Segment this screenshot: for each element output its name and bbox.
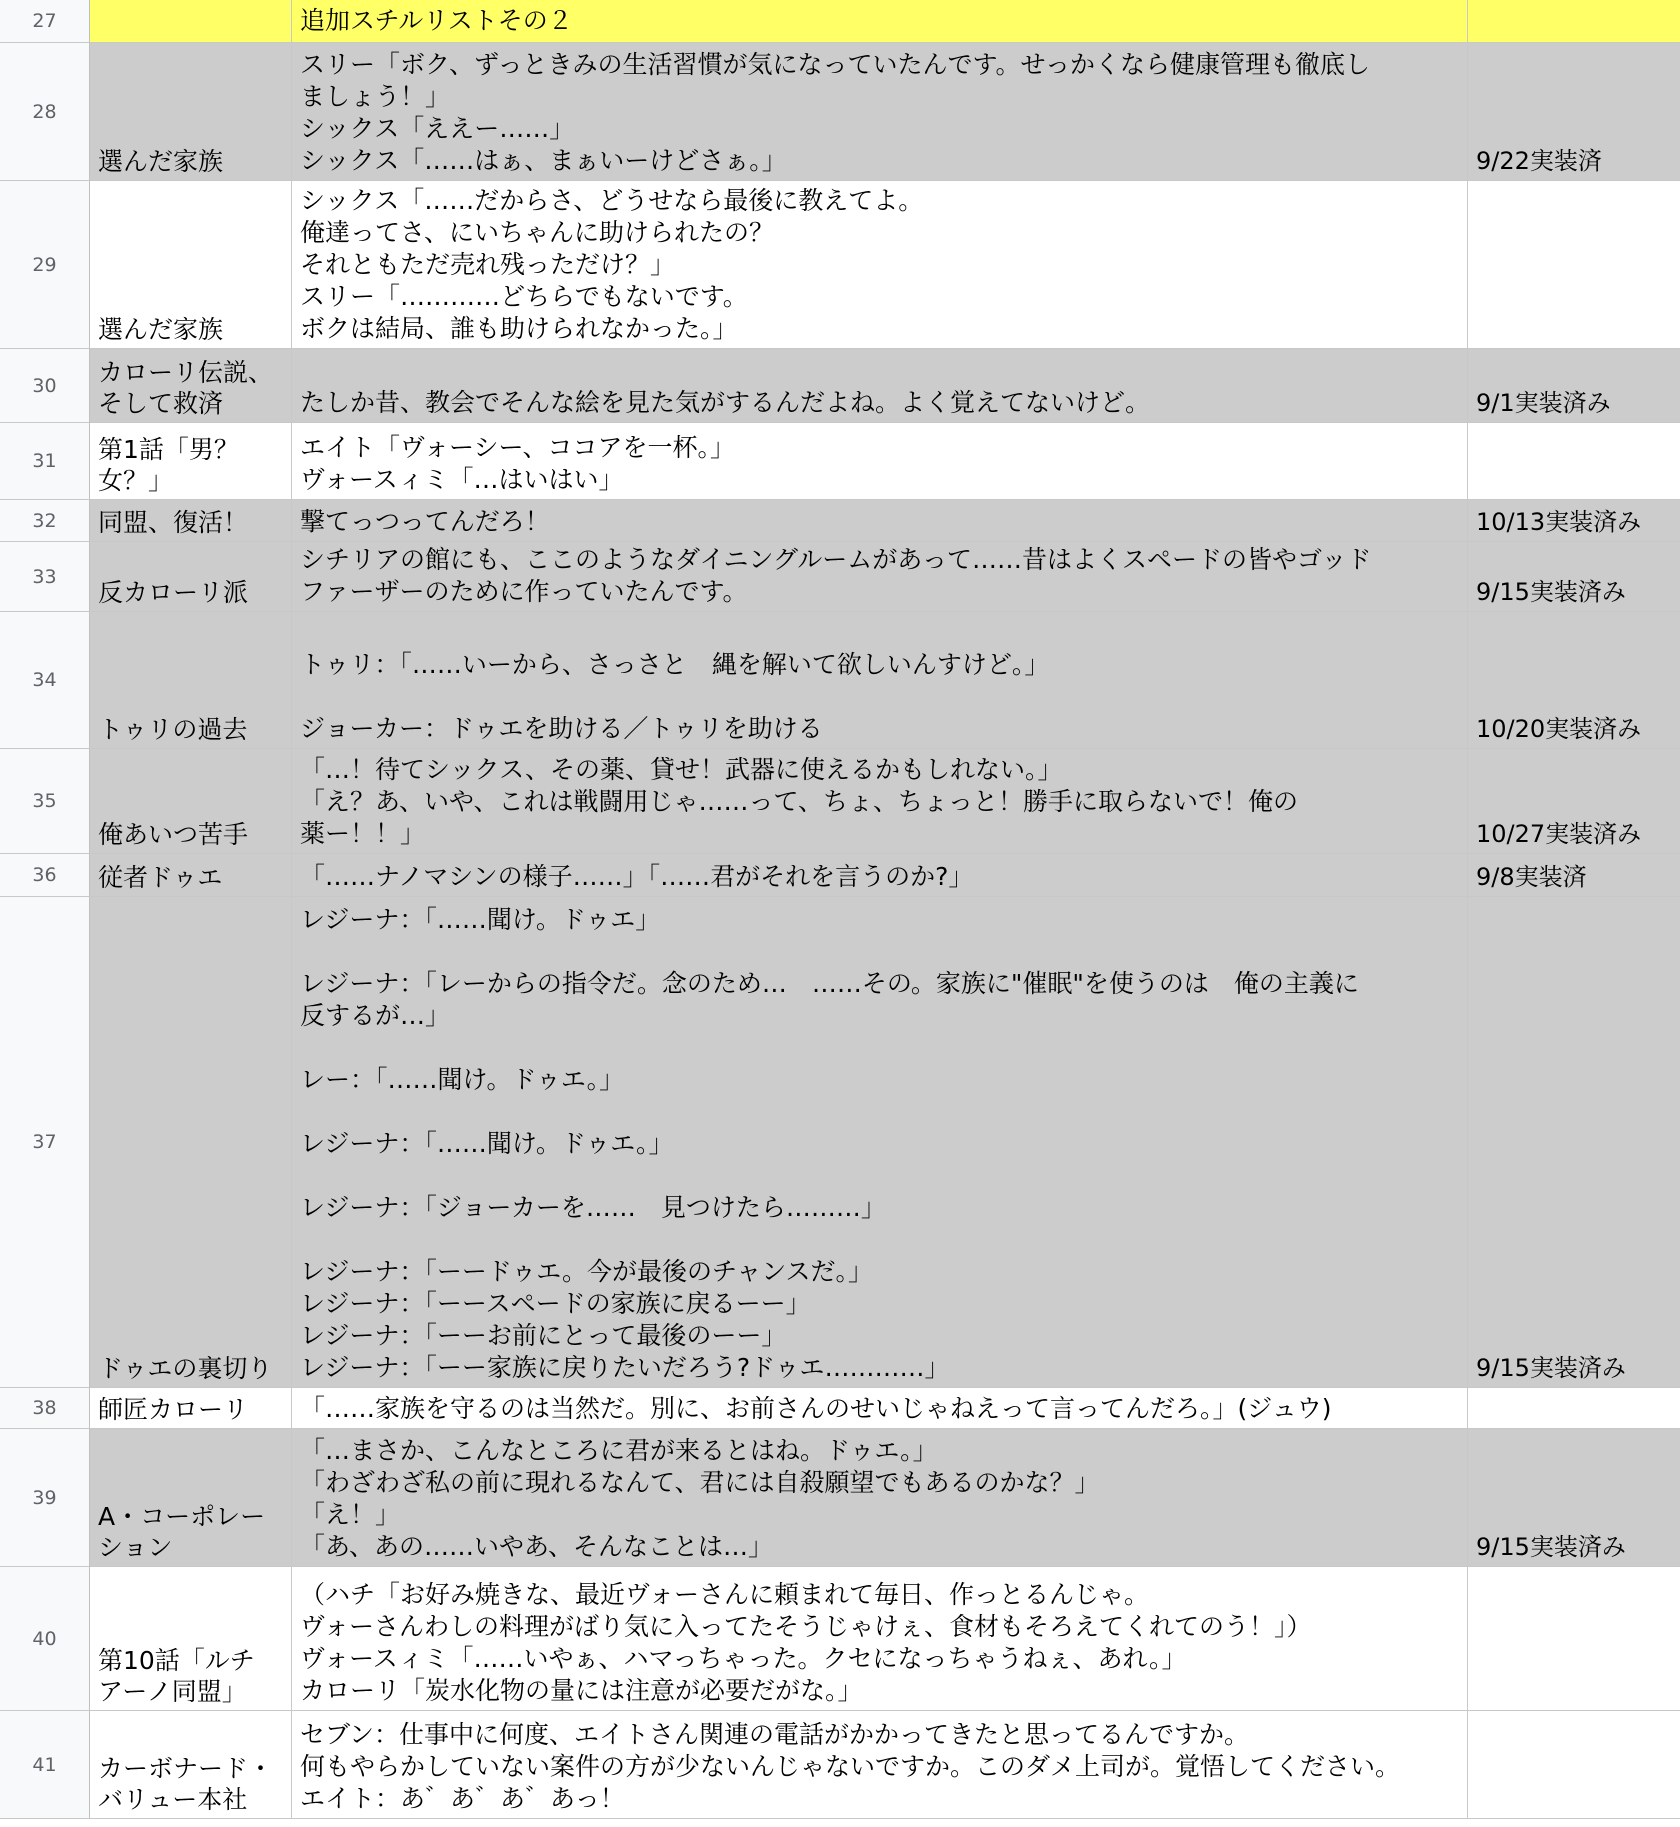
- dialogue-cell[interactable]: [292, 1429, 1468, 1567]
- row-number[interactable]: 34: [0, 612, 90, 749]
- status-cell[interactable]: [1468, 612, 1680, 749]
- status-cell[interactable]: [1468, 854, 1680, 897]
- row-number[interactable]: 28: [0, 43, 90, 181]
- table-row: [0, 749, 1680, 854]
- table-row: [0, 1711, 1680, 1819]
- status-cell[interactable]: [1468, 542, 1680, 612]
- dialogue-text: スリー「ボク、ずっときみの生活習慣が気になっていたんです。せっかくなら健康管理も徹底し ましょう！」 シックス「ええー……」 シックス「……はぁ、まぁいーけどさぁ。」: [300, 50, 1371, 175]
- dialogue-cell[interactable]: [292, 181, 1468, 349]
- dialogue-cell[interactable]: [292, 1388, 1468, 1429]
- row-number[interactable]: 30: [0, 349, 90, 423]
- table-row: [0, 542, 1680, 612]
- row-number[interactable]: 39: [0, 1429, 90, 1567]
- dialogue-cell[interactable]: [292, 749, 1468, 854]
- table-row: [0, 1567, 1680, 1711]
- status-cell[interactable]: [1468, 0, 1680, 43]
- dialogue-text: 「……ナノマシンの様子……」「……君がそれを言うのか?」: [300, 862, 974, 891]
- table-row: [0, 181, 1680, 349]
- status-text: 9/22実装済: [1476, 147, 1602, 175]
- dialogue-cell[interactable]: [292, 1711, 1468, 1819]
- title-cell[interactable]: [90, 612, 292, 749]
- dialogue-text: 「……家族を守るのは当然だ。別に、お前さんのせいじゃねえって言ってんだろ。」(ジュウ): [300, 1394, 1332, 1423]
- dialogue-text: レジーナ：「……聞け。ドゥエ」 レジーナ：「レーからの指令だ。念のため… ……その。家族に"催眠"を使うのは 俺の主義に 反するが…」 レー：「……聞け。ドゥエ。」 レジーナ：「……聞け。ドゥエ。」 レジーナ：「ジョーカーを…… 見つけたら………」 レジーナ：「ーードゥエ。今が最後のチャンスだ。」 レジーナ：「ーースペードの家族に戻るーー」 レジーナ：「ーーお前にとって最後のーー」 レジーナ：「ーー家族に戻りたいだろう?ドゥエ…………」: [300, 905, 1359, 1382]
- dialogue-text: シックス「……だからさ、どうせなら最後に教えてよ。 俺達ってさ、にいちゃんに助けられたの？ それともただ売れ残っただけ？」 スリー「…………どちらでもないです。 ボクは結局、誰も助けられなかった。」: [300, 186, 924, 343]
- dialogue-cell[interactable]: [292, 349, 1468, 423]
- dialogue-cell[interactable]: [292, 0, 1468, 43]
- title-text: 選んだ家族: [98, 315, 224, 344]
- dialogue-text: 「…まさか、こんなところに君が来るとはね。ドゥエ。」 「わざわざ私の前に現れるなんて、君には自殺願望でもあるのかな？」 「え！」 「あ、あの……いやあ、そんなことは…」: [300, 1436, 1100, 1561]
- table-row: [0, 500, 1680, 542]
- table-row: [0, 1429, 1680, 1567]
- status-cell[interactable]: [1468, 43, 1680, 181]
- title-cell[interactable]: [90, 1429, 292, 1567]
- title-text: トゥリの過去: [98, 715, 248, 744]
- table-row: [0, 43, 1680, 181]
- dialogue-text: トゥリ：「……いーから、さっさと 縄を解いて欲しいんすけど。」 ジョーカー：ドゥエを助ける／トゥリを助ける: [300, 650, 1050, 743]
- status-cell[interactable]: [1468, 749, 1680, 854]
- dialogue-text: 撃てっつってんだろ！: [300, 507, 550, 536]
- dialogue-cell[interactable]: [292, 612, 1468, 749]
- status-text: 10/13実装済み: [1476, 508, 1642, 536]
- dialogue-text: たしか昔、教会でそんな絵を見た気がするんだよね。よく覚えてないけど。: [300, 388, 1151, 417]
- dialogue-text: シチリアの館にも、ここのようなダイニングルームがあって……昔はよくスペードの皆やゴッド ファーザーのために作っていたんです。: [300, 545, 1372, 606]
- table-row: [0, 612, 1680, 749]
- table-row: [0, 897, 1680, 1388]
- row-number[interactable]: 32: [0, 500, 90, 542]
- table-row: [0, 1388, 1680, 1429]
- status-cell[interactable]: [1468, 1429, 1680, 1567]
- row-number[interactable]: 35: [0, 749, 90, 854]
- status-cell[interactable]: [1468, 423, 1680, 500]
- title-cell[interactable]: [90, 1567, 292, 1711]
- title-cell[interactable]: [90, 749, 292, 854]
- title-text: ドゥエの裏切り: [98, 1354, 273, 1383]
- dialogue-text: セブン：仕事中に何度、エイトさん関連の電話がかかってきたと思ってるんですか。 何もやらかしていない案件の方が少ないんじゃないですか。このダメ上司が。覚悟してください。 エイト：あ゛あ゛あ゛あっ！: [300, 1720, 1401, 1813]
- table-row: [0, 423, 1680, 500]
- dialogue-cell[interactable]: [292, 500, 1468, 542]
- title-cell[interactable]: [90, 854, 292, 897]
- status-cell[interactable]: [1468, 897, 1680, 1388]
- table-row: [0, 349, 1680, 423]
- row-number[interactable]: 40: [0, 1567, 90, 1711]
- title-cell[interactable]: [90, 423, 292, 500]
- title-text: 俺あいつ苦手: [98, 820, 249, 849]
- status-cell[interactable]: [1468, 1711, 1680, 1819]
- dialogue-text: 追加スチルリストその２: [300, 5, 573, 35]
- status-cell[interactable]: [1468, 1567, 1680, 1711]
- status-text: 10/20実装済み: [1476, 715, 1642, 743]
- row-number[interactable]: 37: [0, 897, 90, 1388]
- status-text: 9/1実装済み: [1476, 389, 1611, 417]
- dialogue-cell[interactable]: [292, 897, 1468, 1388]
- dialogue-cell[interactable]: [292, 423, 1468, 500]
- title-text: 同盟、復活！: [98, 508, 249, 537]
- row-number[interactable]: 38: [0, 1388, 90, 1429]
- table-row: [0, 854, 1680, 897]
- title-cell[interactable]: [90, 349, 292, 423]
- status-text: 9/15実装済み: [1476, 1354, 1626, 1382]
- status-text: 9/15実装済み: [1476, 1533, 1626, 1561]
- row-number[interactable]: 29: [0, 181, 90, 349]
- status-cell[interactable]: [1468, 1388, 1680, 1429]
- dialogue-text: エイト「ヴォーシー、ココアを一杯。」 ヴォースィミ「…はいはい」: [300, 433, 736, 494]
- row-number[interactable]: 31: [0, 423, 90, 500]
- title-text: A・コーポレー ション: [98, 1502, 266, 1562]
- title-cell[interactable]: [90, 1388, 292, 1429]
- status-text: 9/15実装済み: [1476, 578, 1626, 606]
- title-text: カーボナード・ バリュー本社: [98, 1754, 274, 1814]
- dialogue-text: （ハチ「お好み焼きな、最近ヴォーさんに頼まれて毎日、作っとるんじゃ。 ヴォーさんわしの料理がばり気に入ってたそうじゃけぇ、食材もそろえてくれてのう！」） ヴォースィミ「……いやぁ、ハマっちゃった。クセになっちゃうねぇ、あれ。」 カローリ「炭水化物の量には注意が必要だがな。」: [300, 1580, 1312, 1705]
- status-text: 10/27実装済み: [1476, 820, 1642, 848]
- title-text: カローリ伝説、 そして救済: [98, 358, 274, 418]
- status-cell[interactable]: [1468, 500, 1680, 542]
- title-cell[interactable]: [90, 0, 292, 43]
- dialogue-cell[interactable]: [292, 43, 1468, 181]
- title-text: 師匠カローリ: [98, 1395, 249, 1424]
- title-text: 従者ドゥエ: [98, 863, 223, 892]
- title-text: 選んだ家族: [98, 147, 224, 176]
- status-cell[interactable]: [1468, 349, 1680, 423]
- row-number[interactable]: 41: [0, 1711, 90, 1819]
- row-number[interactable]: 27: [0, 0, 90, 43]
- dialogue-cell[interactable]: [292, 854, 1468, 897]
- title-cell[interactable]: [90, 181, 292, 349]
- title-text: 第1話「男？ 女？」: [98, 435, 239, 495]
- title-cell[interactable]: [90, 1711, 292, 1819]
- table-row: [0, 0, 1680, 43]
- status-cell[interactable]: [1468, 181, 1680, 349]
- title-text: 第10話「ルチ アーノ同盟」: [98, 1646, 255, 1706]
- title-cell[interactable]: [90, 542, 292, 612]
- title-cell[interactable]: [90, 500, 292, 542]
- dialogue-cell[interactable]: [292, 1567, 1468, 1711]
- row-number[interactable]: 33: [0, 542, 90, 612]
- title-text: 反カローリ派: [98, 578, 249, 607]
- title-cell[interactable]: [90, 43, 292, 181]
- row-number[interactable]: 36: [0, 854, 90, 897]
- dialogue-text: 「…！待てシックス、その薬、貸せ！武器に使えるかもしれない。」 「え？あ、いや、これは戦闘用じゃ……って、ちょ、ちょっと！勝手に取らないで！俺の 薬ー！！」: [300, 755, 1299, 848]
- dialogue-cell[interactable]: [292, 542, 1468, 612]
- title-cell[interactable]: [90, 897, 292, 1388]
- status-text: 9/8実装済: [1476, 863, 1587, 891]
